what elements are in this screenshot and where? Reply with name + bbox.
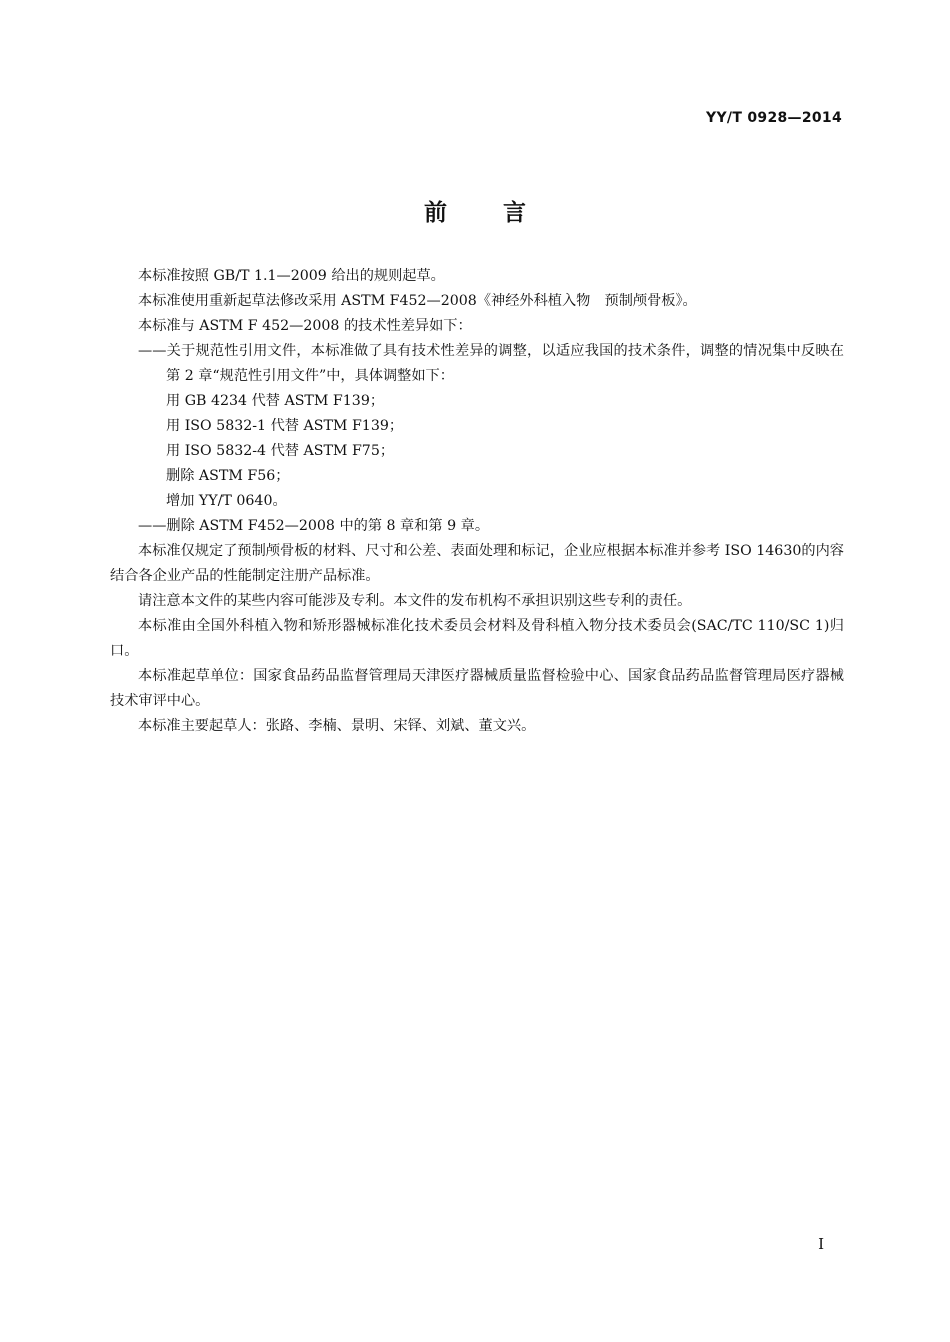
paragraph-drafting-rules: 本标准按照 GB/T 1.1—2009 给出的规则起草。	[138, 268, 445, 284]
sub-list-item: 用 ISO 5832-1 代替 ASTM F139；	[166, 418, 404, 434]
document-body	[110, 264, 844, 739]
sub-list-item: 用 GB 4234 代替 ASTM F139；	[166, 393, 385, 409]
paragraph-drafting-units: 本标准起草单位：国家食品药品监督管理局天津医疗器械质量监督检验中心、国家食品药品监督管理局医疗器械技术审评中心。	[110, 668, 844, 709]
paragraph-drafters: 本标准主要起草人：张路、李楠、景明、宋铎、刘斌、董文兴。	[138, 718, 536, 734]
list-item: ——关于规范性引用文件，本标准做了具有技术性差异的调整，以适应我国的技术条件，调整的情况集中反映在第 2 章“规范性引用文件”中，具体调整如下：	[138, 343, 844, 384]
paragraph-adoption-method: 本标准使用重新起草法修改采用 ASTM F452—2008《神经外科植入物 预制颅骨板》。	[138, 293, 697, 309]
standard-number: YY/T 0928—2014	[706, 110, 842, 126]
paragraph-scope: 本标准仅规定了预制颅骨板的材料、尺寸和公差、表面处理和标记，企业应根据本标准并参考 ISO 14630的内容结合各企业产品的性能制定注册产品标准。	[110, 543, 844, 584]
list-item: ——删除 ASTM F452—2008 中的第 8 章和第 9 章。	[138, 518, 490, 534]
paragraph-committee: 本标准由全国外科植入物和矫形器械标准化技术委员会材料及骨科植入物分技术委员会(SAC/TC 110/SC 1)归口。	[110, 618, 844, 659]
sub-list-item: 用 ISO 5832-4 代替 ASTM F75；	[166, 443, 395, 459]
page-number: I	[818, 1235, 824, 1253]
sub-list-item: 增加 YY/T 0640。	[166, 493, 287, 509]
page-title: 前言	[424, 200, 582, 226]
sub-list-item: 删除 ASTM F56；	[166, 468, 290, 484]
paragraph-patent-notice: 请注意本文件的某些内容可能涉及专利。本文件的发布机构不承担识别这些专利的责任。	[138, 593, 692, 609]
paragraph-differences-intro: 本标准与 ASTM F 452—2008 的技术性差异如下：	[138, 318, 472, 334]
